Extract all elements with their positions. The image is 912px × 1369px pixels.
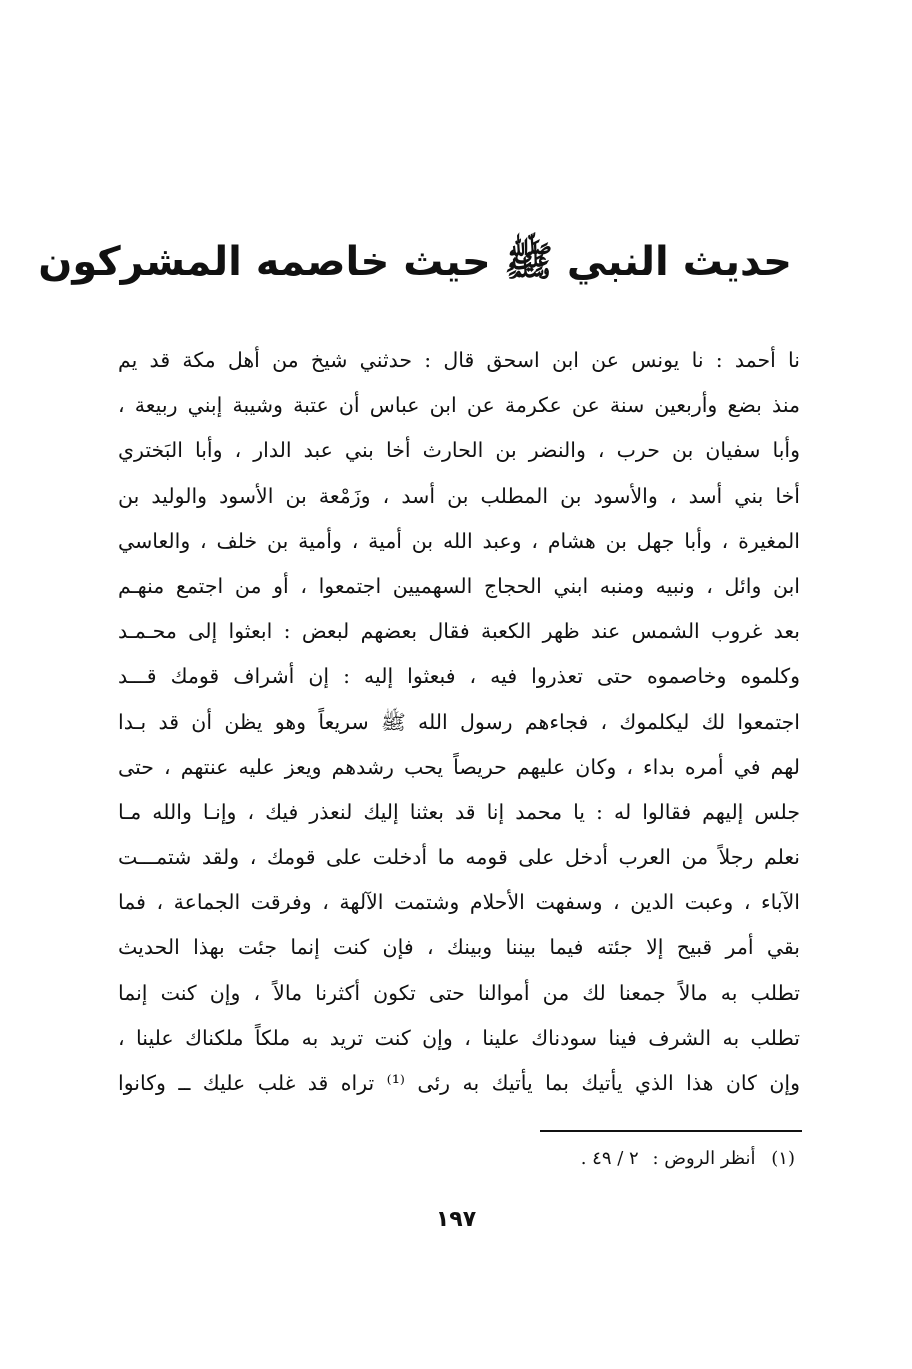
text-line: المغيرة ، وأبا جهل بن هشام ، وعبد الله بن أمية ، وأمية بن خلف ، والعاسي — [118, 528, 800, 553]
text-line: تطلب به مالاً جمعنا لك من أموالنا حتى تكون أكثرنا مالاً ، وإن كنت إنما — [118, 980, 800, 1005]
text-line: وإن كان هذا الذي يأتيك بما يأتيك به رئى ⁽¹⁾ تراه قد غلب عليك ــ وكانوا — [118, 1071, 800, 1095]
text-line: وأبا سفيان بن حرب ، والنضر بن الحارث أخا بني عبد الدار ، وأبا البَختري — [118, 438, 800, 463]
body-text — [118, 338, 800, 1106]
chapter-title: حديث النبي ﷺ حيث خاصمه المشركون — [38, 239, 792, 285]
footnote-divider — [540, 1130, 802, 1132]
text-line: نا أحمد : نا يونس عن ابن اسحق قال : حدثني شيخ من أهل مكة قد يم — [118, 348, 800, 372]
footnote — [380, 1142, 795, 1176]
text-line: منذ بضع وأربعين سنة عن عكرمة عن ابن عباس أن عتبة وشيبة إبني ربيعة ، — [118, 393, 800, 418]
text-line: بقي أمر قبيح إلا جئته فيما بيننا وبينك ، فإن كنت إنما جئت بهذا الحديث — [118, 935, 800, 960]
text-line: جلس إليهم فقالوا له : يا محمد إنا قد بعثنا إليك لنعذر فيك ، وإنـا والله مـا — [118, 799, 800, 824]
text-line: أخا بني أسد ، والأسود بن المطلب بن أسد ، وزَمْعة بن الأسود والوليد بن — [118, 483, 800, 508]
text-line: اجتمعوا لك ليكلموك ، فجاءهم رسول الله ﷺ سريعاً وهو يظن أن قد بـدا — [118, 709, 800, 734]
text-line: تطلب به الشرف فينا سودناك علينا ، وإن كنت تريد به ملكاً ملكناك علينا ، — [118, 1025, 800, 1050]
footnote-text: أنظر الروض : — [652, 1148, 756, 1169]
page-number: ١٩٧ — [435, 1207, 477, 1232]
footnote-number: (١) — [771, 1148, 795, 1169]
text-line: ابن وائل ، ونبيه ومنبه ابني الحجاج السهميين اجتمعوا ، أو من اجتمع منهـم — [118, 573, 800, 598]
text-line: لهم في أمره بداء ، وكان عليهم حريصاً يحب رشدهم ويعز عليه عنتهم ، حتى — [118, 754, 800, 779]
text-line: الآباء ، وعبت الدين ، وسفهت الأحلام وشتمت الآلهة ، وفرقت الجماعة ، فما — [118, 890, 800, 915]
footnote-reference: ٢ / ٤٩ . — [580, 1148, 639, 1169]
text-line: نعلم رجلاً من العرب أدخل على قومه ما أدخلت على قومك ، ولقد شتمـــت — [118, 845, 800, 870]
text-line: بعد غروب الشمس عند ظهر الكعبة فقال بعضهم لبعض : ابعثوا إلى محـمـد — [118, 619, 800, 644]
text-line: وكلموه وخاصموه حتى تعذروا فيه ، فبعثوا إليه : إن أشراف قومك قـــد — [118, 664, 800, 689]
